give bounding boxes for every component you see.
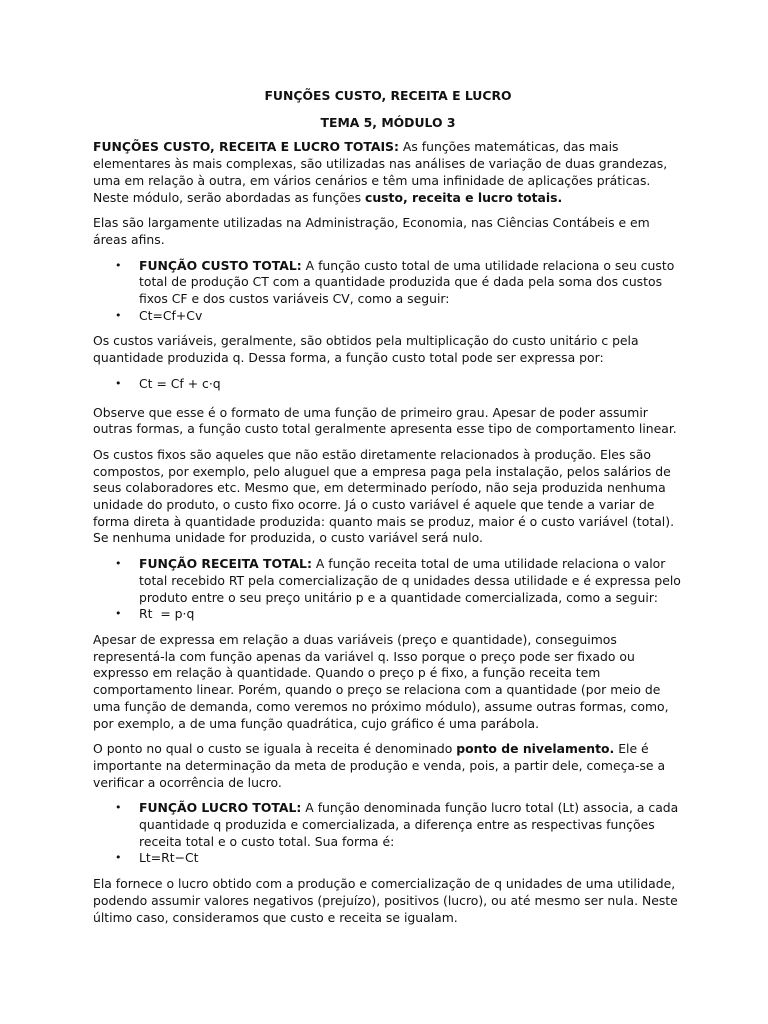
custo-list bbox=[93, 258, 683, 325]
document-title: FUNÇÕES CUSTO, RECEITA E LUCRO bbox=[264, 88, 512, 103]
lucro-text: A função denominada função lucro total (Lt) associa, a cada quantidade q produzida e comercializada, a diferença entre as respectivas funções receita total e o custo total. Sua forma é: bbox=[139, 800, 679, 849]
custos-fixos-paragraph: Os custos fixos são aqueles que não estão diretamente relacionados à produção. Eles são compostos, por exemplo, pelo aluguel que a empresa paga pela instalação, pelos salários de seus colaboradores etc. Mesmo que, em determinado período, não seja produzida nenhuma unidade do produto, o custo fixo ocorre. Já o custo variável é aquele que tende a variar de forma direta à quantidade produzida: quanto mais se produz, maior é o custo variável (total). Se nenhuma unidade for produzida, o custo variável será nulo. bbox=[93, 446, 675, 546]
bullet-icon: • bbox=[115, 258, 122, 272]
nivelamento-paragraph bbox=[93, 741, 683, 791]
bullet-icon: • bbox=[115, 851, 122, 865]
receita-formula-item bbox=[93, 606, 683, 623]
nivelamento-after: Ele é importante na determinação da meta de produção e venda, pois, a partir dele, começa-se a verificar a ocorrência de lucro. bbox=[93, 741, 666, 790]
apesar-paragraph: Apesar de expressa em relação a duas variáveis (preço e quantidade), conseguimos representá-la com função apenas da variável q. Isso porque o preço pode ser fixado ou expresso em relação à quantidade. Quando o preço p é fixo, a função receita tem comportamento linear. Porém, quando o preço se relaciona com a quantidade (por meio de uma função de demanda, como veremos no próximo módulo), assume outras formas, como, por exemplo, a de uma função quadrática, cujo gráfico é uma parábola. bbox=[93, 631, 669, 731]
intro-paragraph bbox=[93, 139, 683, 206]
document-subtitle: TEMA 5, MÓDULO 3 bbox=[320, 114, 456, 130]
bullet-icon: • bbox=[115, 557, 122, 571]
formula-cq-list bbox=[93, 376, 683, 393]
lucro-formula-item bbox=[93, 850, 683, 867]
intro-lead: FUNÇÕES CUSTO, RECEITA E LUCRO TOTAIS: bbox=[93, 139, 399, 155]
lucro-definition-item bbox=[93, 800, 683, 850]
receita-text: A função receita total de uma utilidade relaciona o valor total recebido RT pela comercialização de q unidades dessa utilidade e é expressa pelo produto entre o seu preço unitário p e a quantidade comercializada, como a seguir: bbox=[139, 556, 681, 605]
document-body bbox=[93, 88, 683, 935]
lucro-formula: Lt=Rt−Ct bbox=[139, 850, 199, 866]
areas-paragraph: Elas são largamente utilizadas na Administração, Economia, nas Ciências Contábeis e em áreas afins. bbox=[93, 215, 650, 247]
bullet-icon: • bbox=[115, 801, 122, 815]
custo-formula: Ct=Cf+Cv bbox=[139, 307, 203, 323]
nivelamento-before: O ponto no qual o custo se iguala à receita é denominado bbox=[93, 741, 457, 757]
lucro-lead: FUNÇÃO LUCRO TOTAL: bbox=[139, 800, 302, 816]
custo-definition-item bbox=[93, 258, 683, 308]
lucro-list bbox=[93, 800, 683, 867]
final-paragraph: Ela fornece o lucro obtido com a produção e comercialização de q unidades de uma utilidade, podendo assumir valores negativos (prejuízo), positivos (lucro), ou até mesmo ser nula. Neste último caso, consideramos que custo e receita se igualam. bbox=[93, 876, 678, 925]
receita-list bbox=[93, 556, 683, 623]
intro-text: As funções matemáticas, das mais elementares às mais complexas, são utilizadas nas análises de variação de duas grandezas, uma em relação à outra, em vários cenários e têm uma infinidade de aplicações práticas. Neste módulo, serão abordadas as funções bbox=[93, 139, 668, 205]
receita-lead: FUNÇÃO RECEITA TOTAL: bbox=[139, 556, 312, 572]
custo-formula-item bbox=[93, 308, 683, 325]
nivelamento-emphasis: ponto de nivelamento. bbox=[456, 741, 615, 757]
custo-lead: FUNÇÃO CUSTO TOTAL: bbox=[139, 257, 302, 273]
bullet-icon: • bbox=[115, 308, 122, 322]
formula-cq-item bbox=[93, 376, 683, 393]
bullet-icon: • bbox=[115, 607, 122, 621]
bullet-icon: • bbox=[115, 376, 122, 390]
primeiro-grau-paragraph: Observe que esse é o formato de uma função de primeiro grau. Apesar de poder assumir outras formas, a função custo total geralmente apresenta esse tipo de comportamento linear. bbox=[93, 404, 677, 437]
receita-definition-item bbox=[93, 556, 683, 606]
variaveis-paragraph: Os custos variáveis, geralmente, são obtidos pela multiplicação do custo unitário c pela quantidade produzida q. Dessa forma, a função custo total pode ser expressa por: bbox=[93, 333, 639, 366]
custo-text: A função custo total de uma utilidade relaciona o seu custo total de produção CT com a quantidade produzida que é dada pela soma dos custos fixos CF e dos custos variáveis CV, como a seguir: bbox=[139, 257, 675, 307]
receita-formula: Rt = p·q bbox=[139, 606, 195, 622]
intro-emphasis: custo, receita e lucro totais. bbox=[365, 189, 563, 205]
formula-cq: Ct = Cf + c·q bbox=[139, 375, 221, 391]
